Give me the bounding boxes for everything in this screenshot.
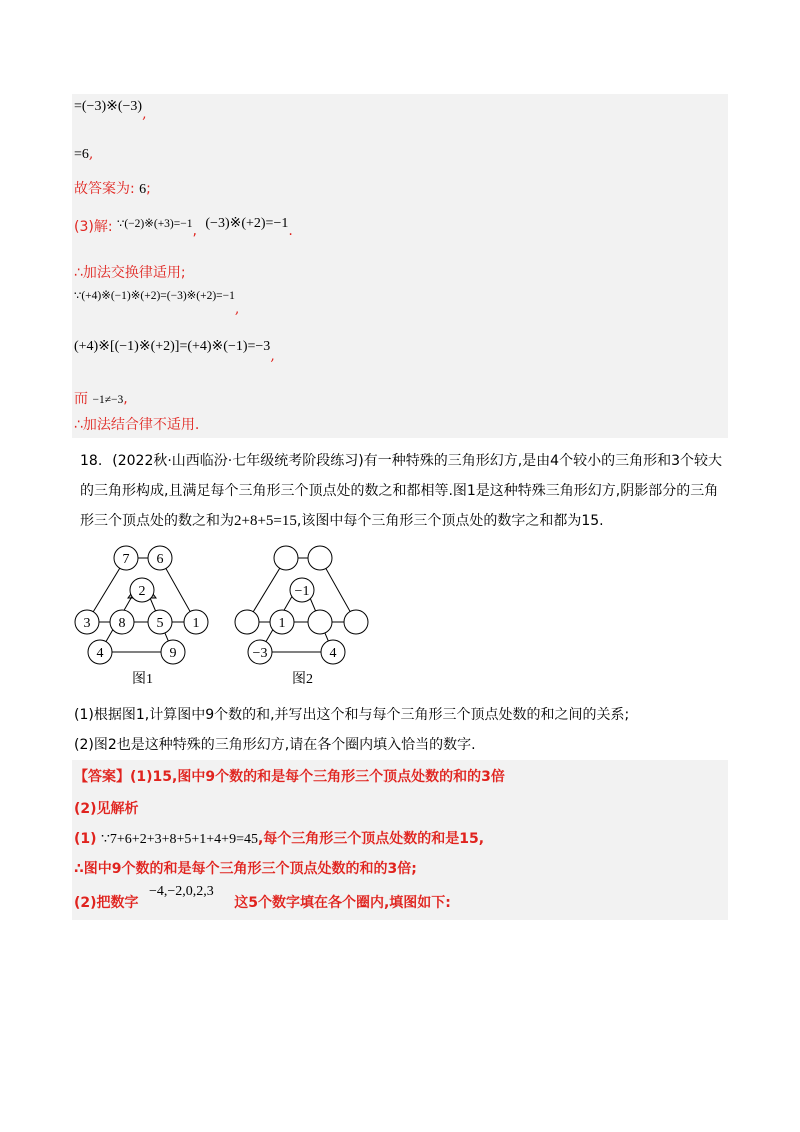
node-label: −1 xyxy=(294,584,310,599)
question-text-b: ,该图中每个三角形三个顶点处的数字之和都为15. xyxy=(296,513,604,529)
math-expression: −1≠−3 xyxy=(92,394,124,406)
question-math: 2+8+5=15 xyxy=(234,513,297,529)
figure-1-nodes xyxy=(75,546,208,664)
math-expression: ∵(+4)※(−1)※(+2)=(−3)※(+2)=−1 xyxy=(74,290,235,302)
answer-value: 6 xyxy=(139,182,147,197)
node-label: −3 xyxy=(252,646,268,661)
answer-text: 这5个数字填在各个圈内,填图如下: xyxy=(234,895,451,911)
conclusion-text: ∴加法交换律适用; xyxy=(74,265,186,281)
figure-2-magic-triangle xyxy=(230,544,380,668)
punctuation: , xyxy=(234,301,240,317)
part-label: (1) xyxy=(74,831,97,847)
node-label: 4 xyxy=(329,646,337,661)
figure-1-caption: 图1 xyxy=(132,672,153,687)
solution-line-3 xyxy=(74,178,151,198)
math-expression: =(−3)※(−3) xyxy=(74,99,143,114)
figure-1-lines xyxy=(87,558,196,652)
conclusion-text: ∴加法结合律不适用. xyxy=(74,417,200,433)
punctuation: . xyxy=(288,223,293,239)
figure-2-lines xyxy=(247,558,356,652)
punctuation: , xyxy=(88,146,94,162)
solution-line-4 xyxy=(74,212,293,239)
answer-tag: 【答案】 xyxy=(74,769,130,785)
punctuation: , xyxy=(270,348,275,364)
figure-1-magic-triangle xyxy=(70,544,220,668)
solution-line-5 xyxy=(74,262,186,282)
conjunction-text: 而 xyxy=(74,391,88,407)
solution-line-7 xyxy=(74,338,275,364)
answer-line-4: ∴图中9个数的和是每个三角形三个顶点处数的和的3倍; xyxy=(74,861,417,877)
math-expression: −4,−2,0,2,3 xyxy=(149,884,214,899)
math-expression: =6 xyxy=(74,147,89,162)
answer-label: 故答案为: xyxy=(74,181,135,197)
node-label: 9 xyxy=(169,646,177,661)
punctuation: , xyxy=(123,391,128,407)
math-expression: (−3)※(+2)=−1 xyxy=(205,216,289,231)
question-part-2: (2)图2也是这种特殊的三角形幻方,请在各个圈内填入恰当的数字. xyxy=(74,737,476,753)
answer-line-3 xyxy=(74,828,484,848)
node-label: 4 xyxy=(96,646,104,661)
figure-2-caption: 图2 xyxy=(292,672,313,687)
punctuation: , xyxy=(142,106,147,122)
node-label: 1 xyxy=(192,616,200,631)
answer-line-1 xyxy=(74,766,505,786)
node-label: 7 xyxy=(122,552,130,567)
solution-line-1 xyxy=(74,98,147,122)
solution-line-6 xyxy=(74,287,240,317)
node-label: 1 xyxy=(278,616,286,631)
solution-line-8 xyxy=(74,388,128,408)
question-source: (2022秋·山西临汾·七年级统考阶段练习) xyxy=(112,453,364,469)
node-label: 8 xyxy=(118,616,126,631)
math-expression: ∵7+6+2+3+8+5+1+4+9=45 xyxy=(101,832,258,847)
node-label: 5 xyxy=(156,616,164,631)
punctuation: , xyxy=(192,223,197,239)
node-label: 6 xyxy=(156,552,164,567)
part-label: (3)解: xyxy=(74,219,113,235)
question-18 xyxy=(80,446,728,536)
punctuation: ; xyxy=(146,181,151,197)
answer-line-5 xyxy=(74,884,451,911)
answer-part-1: (1)15,图中9个数的和是每个三角形三个顶点处数的和的3倍 xyxy=(130,769,505,785)
node-label: 3 xyxy=(83,616,91,631)
math-expression: ∵(−2)※(+3)=−1 xyxy=(117,218,193,230)
node-label: 2 xyxy=(138,584,146,599)
solution-line-9 xyxy=(74,414,199,434)
answer-line-2: (2)见解析 xyxy=(74,801,139,817)
solution-line-2 xyxy=(74,146,93,163)
math-expression: (+4)※[(−1)※(+2)]=(+4)※(−1)=−3 xyxy=(74,339,271,354)
question-text-a: 有一种特殊的三角形幻方,是由4个较小的三角形和3个较大的三角形构成,且满足每个三角形三个顶点处的数之和都相等.图1是这种特殊三角形幻方,阴影部分的三角形三个顶点处的数之和为 xyxy=(80,453,722,529)
question-number: 18. xyxy=(80,453,103,469)
question-part-1: (1)根据图1,计算图中9个数的和,并写出这个和与每个三角形三个顶点处数的和之间的关系; xyxy=(74,707,630,723)
answer-text: (2)把数字 xyxy=(74,895,139,911)
answer-text: ,每个三角形三个顶点处数的和是15, xyxy=(257,831,485,847)
